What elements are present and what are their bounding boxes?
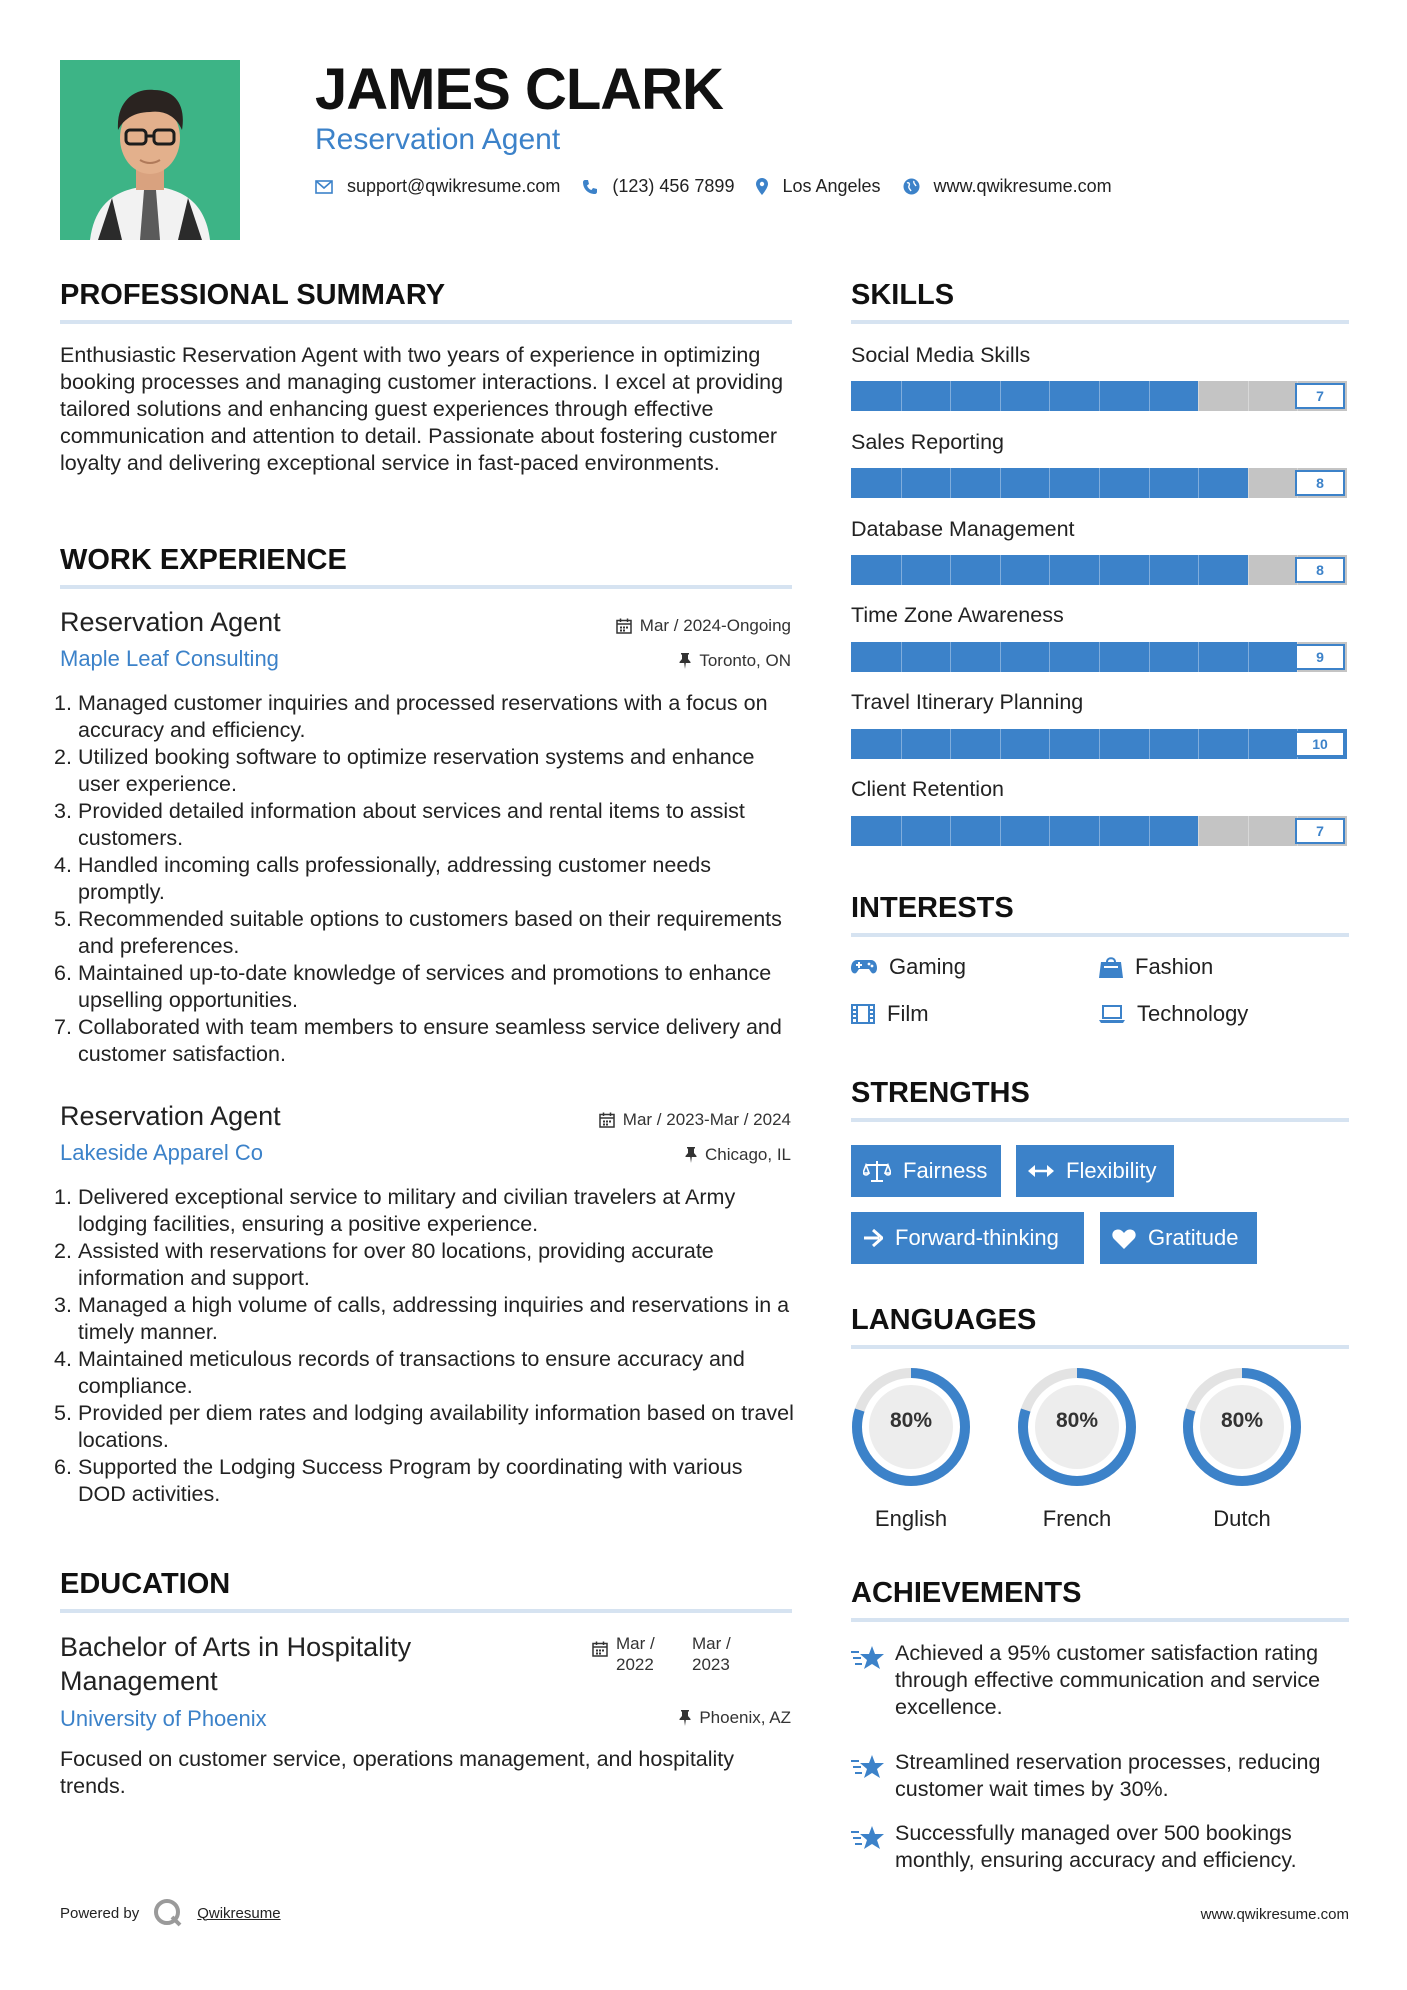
skill-label: Client Retention [851, 777, 1004, 801]
pushpin-icon [685, 1147, 697, 1163]
arrow-right-icon [863, 1229, 883, 1247]
language-name: French [1042, 1506, 1112, 1531]
skill-bar-segment [901, 642, 902, 672]
qwikresume-logo-icon [153, 1898, 183, 1928]
languages-divider [851, 1345, 1349, 1349]
experience-heading: WORK EXPERIENCE [60, 544, 347, 576]
contact-website[interactable] [903, 176, 1112, 197]
contact-bar [315, 176, 1134, 197]
skill-bar-segment [1248, 381, 1249, 411]
job-1-company: Maple Leaf Consulting [60, 646, 279, 671]
skill-bar-segment [950, 816, 951, 846]
job-2-location-text: Chicago, IL [705, 1145, 791, 1164]
strengths-heading: STRENGTHS [851, 1077, 1030, 1109]
job-2-bullets [54, 1184, 795, 1508]
skill-bar-segment [1198, 642, 1199, 672]
education-start-month: Mar / [616, 1634, 655, 1653]
achievements-divider [851, 1618, 1349, 1622]
strength-tag-flexibility [1016, 1145, 1174, 1197]
language-name: Dutch [1213, 1506, 1271, 1531]
skill-bar-segment [1149, 555, 1150, 585]
summary-text: Enthusiastic Reservation Agent with two years of experience in optimizing booking processes and managing customer interactions. I excel at providing tailored solutions and enhancing guest experiences through effective communication and attention to detail. Passionate about fostering customer loyalty and delivering exceptional service in fast-paced environments. [60, 343, 784, 475]
list-item: 7. Collaborated with team members to ensure seamless service delivery and customer satisfaction. [54, 1015, 782, 1066]
list-item: 6. Supported the Lodging Success Program by coordinating with various DOD activities. [54, 1455, 743, 1506]
contact-website-text: www.qwikresume.com [933, 176, 1112, 196]
candidate-name: JAMES CLARK [315, 57, 723, 122]
skill-bar-segment [901, 729, 902, 759]
skill-score: 8 [1295, 557, 1345, 583]
language-percent: 80% [1220, 1409, 1264, 1432]
contact-location [756, 176, 880, 197]
education-heading: EDUCATION [60, 1568, 231, 1600]
skill-bar [851, 468, 1347, 498]
skill-bar-segment [1198, 555, 1199, 585]
shooting-star-icon [851, 1640, 895, 1721]
skill-bar-segment [1198, 816, 1199, 846]
skill-bar-segment [1099, 642, 1100, 672]
skills-divider [851, 320, 1349, 324]
job-1-dates-text: Mar / 2024-Ongoing [639, 616, 791, 635]
skill-score: 10 [1295, 731, 1345, 757]
skill-bar-segment [1248, 729, 1249, 759]
skill-bar-segment [1248, 642, 1249, 672]
achievement-item [851, 1749, 1351, 1803]
skill-bar-segment [1049, 642, 1050, 672]
skill-bar-segment [1049, 555, 1050, 585]
envelope-icon [315, 180, 333, 194]
education-degree: Bachelor of Arts in Hospitality Management [60, 1632, 412, 1696]
education-dates [592, 1633, 768, 1675]
strength-tag-forward-thinking [851, 1212, 1084, 1264]
language-french [1016, 1366, 1138, 1531]
skill-label: Travel Itinerary Planning [851, 690, 1084, 714]
skill-bar-segment [901, 468, 902, 498]
skill-bar-segment [950, 381, 951, 411]
strength-label: Flexibility [1066, 1158, 1157, 1183]
skill-bar-segment [1000, 816, 1001, 846]
bag-icon [1099, 956, 1123, 978]
interests-divider [851, 933, 1349, 937]
skill-bar-segment [1149, 642, 1150, 672]
education-end-year: 2023 [692, 1655, 730, 1674]
achievements-heading: ACHIEVEMENTS [851, 1577, 1082, 1609]
globe-icon [903, 178, 920, 195]
list-item: 2. Utilized booking software to optimize reservation systems and enhance user experience. [54, 745, 755, 796]
skill-score: 7 [1295, 818, 1345, 844]
skill-bar-segment [1000, 381, 1001, 411]
job-2-dates-text: Mar / 2023-Mar / 2024 [622, 1110, 791, 1129]
interest-label: Fashion [1135, 954, 1214, 979]
skill-bar-segment [901, 555, 902, 585]
shooting-star-icon [851, 1820, 895, 1874]
powered-by-text: Powered by [60, 1904, 140, 1922]
achievement-text: Achieved a 95% customer satisfaction rating through effective communication and service excellence. [895, 1641, 1321, 1719]
interest-item-technology [1099, 1001, 1248, 1027]
skill-label: Database Management [851, 517, 1075, 541]
languages-heading: LANGUAGES [851, 1304, 1037, 1336]
education-divider [60, 1609, 792, 1613]
strength-tag-fairness [851, 1145, 1001, 1197]
job-2-dates [599, 1110, 791, 1130]
interests-heading: INTERESTS [851, 892, 1014, 924]
laptop-icon [1099, 1005, 1125, 1023]
skill-bar-segment [1049, 729, 1050, 759]
list-item: 1. Managed customer inquiries and processed reservations with a focus on accuracy and efficiency. [54, 691, 768, 742]
strengths-divider [851, 1118, 1349, 1122]
arrows-horizontal-icon [1028, 1164, 1054, 1178]
contact-email[interactable] [315, 176, 560, 197]
list-item: 3. Managed a high volume of calls, addressing inquiries and reservations in a timely manner. [54, 1293, 790, 1344]
footer-website-link[interactable]: www.qwikresume.com [1200, 1906, 1349, 1923]
education-start-year: 2022 [616, 1655, 654, 1674]
education-location-text: Phoenix, AZ [699, 1708, 791, 1727]
list-item: 2. Assisted with reservations for over 80 locations, providing accurate information and support. [54, 1239, 714, 1290]
job-2-company: Lakeside Apparel Co [60, 1140, 264, 1165]
skill-bar [851, 555, 1347, 585]
footer-powered-by [60, 1898, 281, 1928]
skill-label: Social Media Skills [851, 343, 1031, 367]
calendar-icon [599, 1112, 615, 1128]
skill-bar-segment [1149, 468, 1150, 498]
skill-score: 7 [1295, 383, 1345, 409]
skill-bar-segment [1198, 729, 1199, 759]
summary-heading: PROFESSIONAL SUMMARY [60, 279, 446, 311]
contact-phone[interactable] [582, 176, 734, 197]
skill-bar-segment [1099, 816, 1100, 846]
skill-bar-segment [1000, 729, 1001, 759]
skill-bar-segment [1099, 381, 1100, 411]
interest-label: Film [887, 1001, 929, 1026]
calendar-icon [616, 618, 632, 634]
job-2-title: Reservation Agent [60, 1101, 281, 1131]
skill-score: 9 [1295, 644, 1345, 670]
skill-bar-segment [950, 729, 951, 759]
skill-label: Time Zone Awareness [851, 603, 1064, 627]
skill-bar-segment [1099, 729, 1100, 759]
education-start-date [616, 1633, 692, 1675]
list-item: 5. Recommended suitable options to customers based on their requirements and preferences. [54, 907, 782, 958]
skill-bar [851, 729, 1347, 759]
skills-heading: SKILLS [851, 279, 955, 311]
shooting-star-icon [851, 1749, 895, 1803]
education-location [679, 1708, 791, 1728]
language-name: English [874, 1506, 948, 1531]
skill-bar-segment [1099, 555, 1100, 585]
gamepad-icon [851, 959, 877, 975]
skill-bar-segment [1248, 555, 1249, 585]
heart-icon [1112, 1228, 1136, 1249]
job-2-location [685, 1145, 791, 1165]
job-1-location [679, 651, 791, 671]
skill-bar-segment [901, 381, 902, 411]
candidate-role: Reservation Agent [315, 123, 561, 156]
contact-email-text: support@qwikresume.com [347, 176, 561, 196]
list-item: 1. Delivered exceptional service to military and civilian travelers at Army lodging facilities, ensuring a positive experience. [54, 1185, 736, 1236]
profile-photo [60, 60, 240, 240]
skill-bar-segment [1149, 816, 1150, 846]
interest-item-film [851, 1001, 929, 1027]
interest-label: Gaming [889, 954, 967, 979]
skill-bar-segment [950, 468, 951, 498]
job-1-dates [616, 616, 791, 636]
language-dutch [1181, 1366, 1303, 1531]
interest-item-fashion [1099, 954, 1213, 980]
phone-icon [582, 179, 598, 195]
education-school: University of Phoenix [60, 1706, 267, 1731]
job-1-location-text: Toronto, ON [699, 651, 791, 670]
education-description: Focused on customer service, operations management, and hospitality trends. [60, 1747, 735, 1798]
pushpin-icon [679, 653, 691, 669]
person-portrait-icon [60, 60, 240, 240]
skill-score: 8 [1295, 470, 1345, 496]
skill-bar-segment [1000, 555, 1001, 585]
skill-bar-segment [1099, 468, 1100, 498]
skill-label: Sales Reporting [851, 430, 1004, 454]
skill-bar-segment [1049, 381, 1050, 411]
skill-bar-segment [1198, 468, 1199, 498]
skill-bar-segment [1049, 816, 1050, 846]
contact-location-text: Los Angeles [782, 176, 881, 196]
skill-bar-segment [1248, 816, 1249, 846]
strength-label: Gratitude [1148, 1225, 1239, 1250]
education-end-month: Mar / [692, 1634, 731, 1653]
skill-bar-segment [1198, 381, 1199, 411]
education-end-date [692, 1633, 768, 1675]
skill-bar-segment [950, 555, 951, 585]
job-1-title: Reservation Agent [60, 607, 281, 637]
strength-label: Fairness [903, 1158, 988, 1183]
skill-bar-fill [851, 381, 1198, 411]
achievement-item [851, 1820, 1351, 1874]
skill-bar-segment [1149, 729, 1150, 759]
list-item: 3. Provided detailed information about services and rental items to assist customers. [54, 799, 745, 850]
pushpin-icon [679, 1710, 691, 1726]
interest-label: Technology [1137, 1001, 1249, 1026]
scale-icon [863, 1160, 891, 1182]
map-pin-icon [756, 178, 768, 195]
skill-bar-segment [950, 642, 951, 672]
skill-bar-fill [851, 642, 1297, 672]
list-item: 5. Provided per diem rates and lodging availability information based on travel locations. [54, 1401, 794, 1452]
skill-bar-segment [901, 816, 902, 846]
skill-bar-fill [851, 816, 1198, 846]
language-percent: 80% [889, 1409, 933, 1432]
experience-divider [60, 585, 792, 589]
strength-label: Forward-thinking [895, 1225, 1059, 1250]
skill-bar-segment [1149, 381, 1150, 411]
contact-phone-text: (123) 456 7899 [612, 176, 735, 196]
achievement-item [851, 1640, 1351, 1721]
skill-bar [851, 816, 1347, 846]
skill-bar [851, 381, 1347, 411]
list-item: 4. Maintained meticulous records of transactions to ensure accuracy and compliance. [54, 1347, 745, 1398]
skill-bar-segment [1000, 642, 1001, 672]
interest-item-gaming [851, 954, 966, 980]
language-english [850, 1366, 972, 1531]
calendar-icon [592, 1641, 608, 1675]
skill-bar [851, 642, 1347, 672]
summary-divider [60, 320, 792, 324]
skill-bar-segment [1000, 468, 1001, 498]
list-item: 6. Maintained up-to-date knowledge of services and promotions to enhance upselling opportunities. [54, 961, 772, 1012]
achievement-text: Streamlined reservation processes, reducing customer wait times by 30%. [895, 1750, 1321, 1801]
strength-tag-gratitude [1100, 1212, 1257, 1264]
job-1-bullets [54, 690, 795, 1068]
language-percent: 80% [1055, 1409, 1099, 1432]
skill-bar-segment [1248, 468, 1249, 498]
skill-bar-segment [1049, 468, 1050, 498]
achievement-text: Successfully managed over 500 bookings monthly, ensuring accuracy and efficiency. [895, 1821, 1297, 1872]
qwikresume-link[interactable]: Qwikresume [197, 1904, 281, 1922]
film-icon [851, 1004, 875, 1024]
list-item: 4. Handled incoming calls professionally, addressing customer needs promptly. [54, 853, 711, 904]
